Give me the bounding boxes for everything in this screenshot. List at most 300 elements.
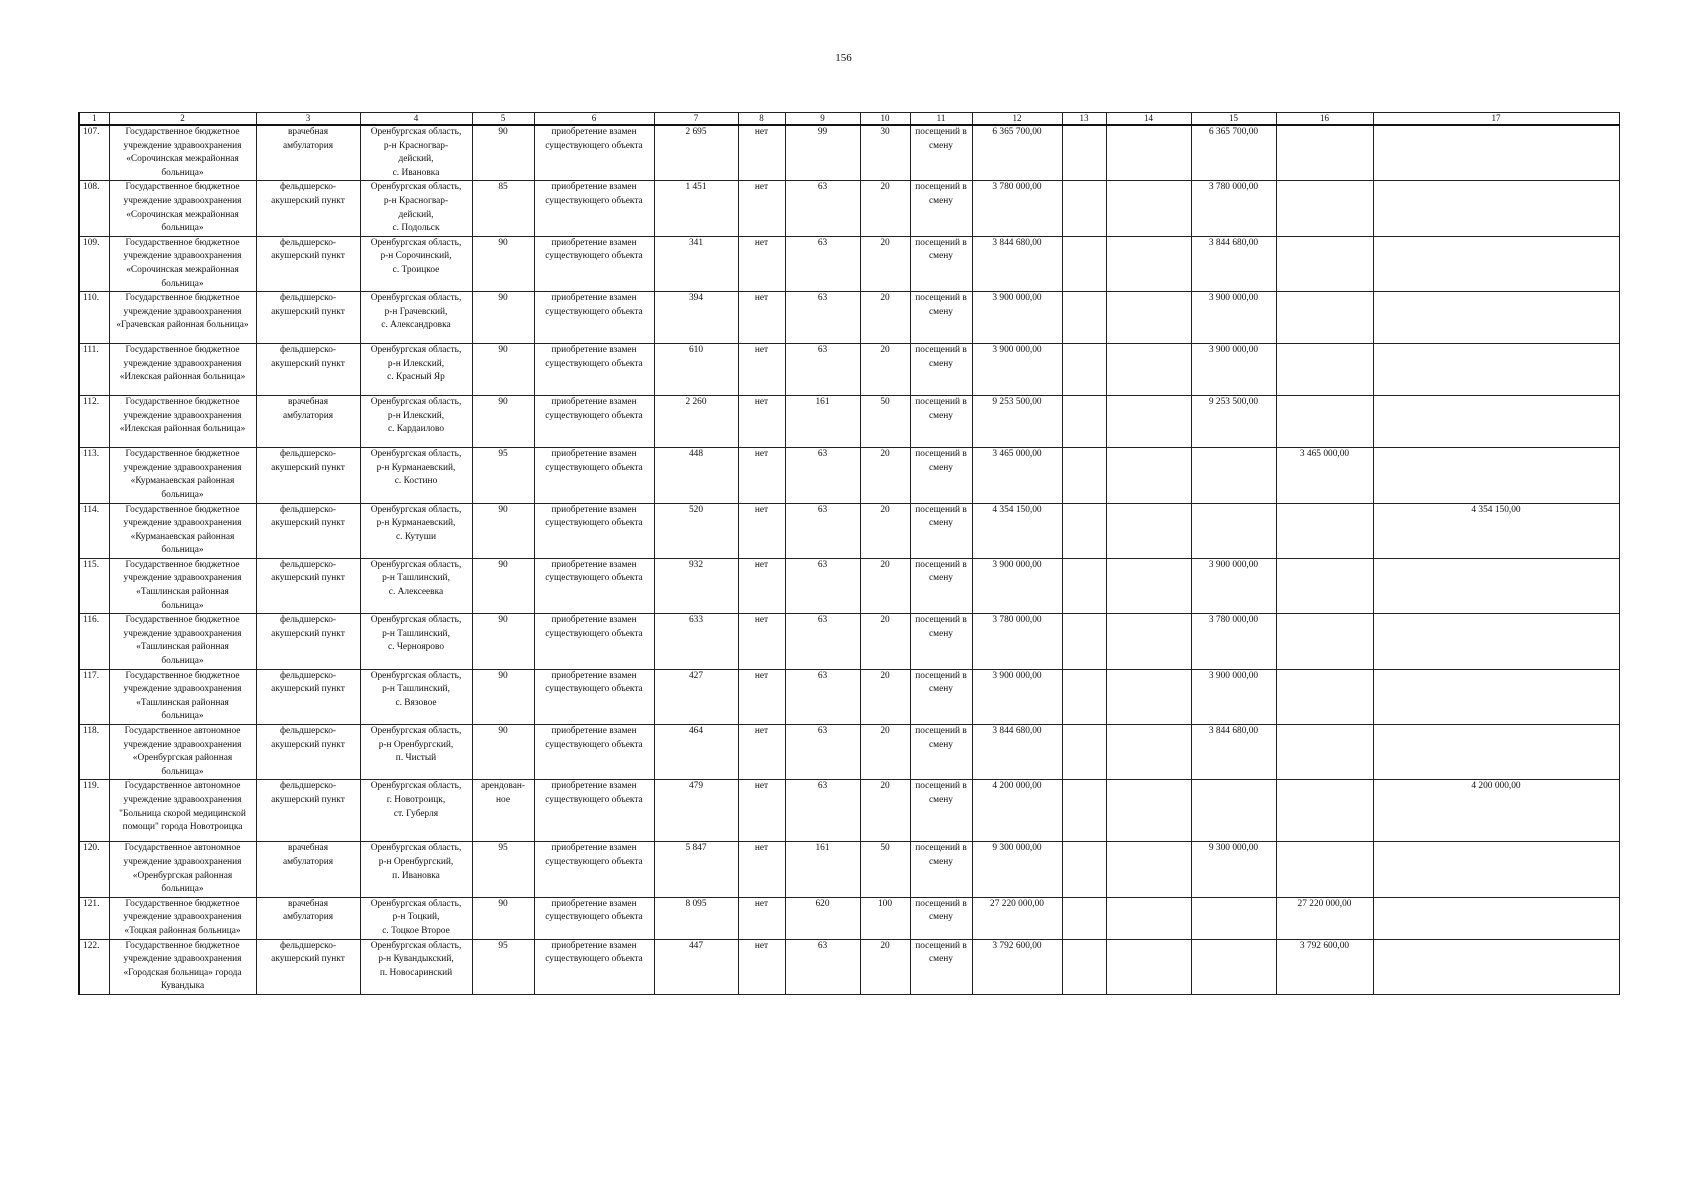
table-row <box>79 897 1619 939</box>
column-number-cell: 11 <box>910 113 972 126</box>
row-number-cell: 122. <box>79 939 109 994</box>
action-cell: приобретение взамен существующего объекта <box>534 614 654 669</box>
investment-objects-table <box>78 112 1620 995</box>
cost-col16-cell <box>1276 558 1373 613</box>
institution-cell: Государственное бюджетное учреждение здравоохранения «Ташлинская районная больница» <box>109 558 256 613</box>
wear-percent-cell: 90 <box>472 897 534 939</box>
cost-col13-cell <box>1062 614 1106 669</box>
area-cell: 161 <box>785 842 860 897</box>
location-cell: Оренбургская область, р-н Ташлинский, с. Алексеевка <box>360 558 472 613</box>
area-cell: 63 <box>785 181 860 236</box>
cost-col14-cell <box>1106 503 1191 558</box>
capacity-unit-cell: посещений в смену <box>910 503 972 558</box>
cost-col15-cell: 9 300 000,00 <box>1191 842 1276 897</box>
cost-col13-cell <box>1062 897 1106 939</box>
capacity-cell: 30 <box>860 125 910 181</box>
population-cell: 447 <box>654 939 738 994</box>
column-number-cell: 7 <box>654 113 738 126</box>
cost-col14-cell <box>1106 236 1191 291</box>
cost-col15-cell: 3 900 000,00 <box>1191 558 1276 613</box>
cost-col14-cell <box>1106 292 1191 344</box>
population-cell: 633 <box>654 614 738 669</box>
capacity-unit-cell: посещений в смену <box>910 181 972 236</box>
column-number-cell: 17 <box>1373 113 1619 126</box>
cost-col13-cell <box>1062 344 1106 396</box>
cost-col14-cell <box>1106 939 1191 994</box>
availability-cell: нет <box>738 503 785 558</box>
column-number-row <box>79 113 1619 126</box>
availability-cell: нет <box>738 396 785 448</box>
cost-col13-cell <box>1062 448 1106 503</box>
facility-type-cell: фельдшерско- акушерский пункт <box>256 503 360 558</box>
capacity-cell: 20 <box>860 181 910 236</box>
table-row <box>79 780 1619 842</box>
availability-cell: нет <box>738 125 785 181</box>
cost-col14-cell <box>1106 842 1191 897</box>
cost-col17-cell <box>1373 897 1619 939</box>
row-number-cell: 113. <box>79 448 109 503</box>
cost-col17-cell <box>1373 292 1619 344</box>
row-number-cell: 107. <box>79 125 109 181</box>
wear-percent-cell: 90 <box>472 125 534 181</box>
capacity-cell: 20 <box>860 448 910 503</box>
capacity-cell: 20 <box>860 292 910 344</box>
area-cell: 63 <box>785 939 860 994</box>
total-cost-cell: 3 900 000,00 <box>972 558 1062 613</box>
facility-type-cell: фельдшерско- акушерский пункт <box>256 614 360 669</box>
institution-cell: Государственное бюджетное учреждение здравоохранения «Городская больница» города Кувандыка <box>109 939 256 994</box>
cost-col13-cell <box>1062 181 1106 236</box>
cost-col14-cell <box>1106 125 1191 181</box>
cost-col17-cell <box>1373 669 1619 724</box>
institution-cell: Государственное бюджетное учреждение здравоохранения «Илекская районная больница» <box>109 344 256 396</box>
cost-col17-cell <box>1373 939 1619 994</box>
action-cell: приобретение взамен существующего объекта <box>534 780 654 842</box>
area-cell: 63 <box>785 503 860 558</box>
wear-percent-cell: 90 <box>472 725 534 780</box>
facility-type-cell: врачебная амбулатория <box>256 396 360 448</box>
total-cost-cell: 3 900 000,00 <box>972 344 1062 396</box>
availability-cell: нет <box>738 614 785 669</box>
action-cell: приобретение взамен существующего объекта <box>534 725 654 780</box>
cost-col16-cell: 3 792 600,00 <box>1276 939 1373 994</box>
cost-col17-cell: 4 354 150,00 <box>1373 503 1619 558</box>
cost-col14-cell <box>1106 669 1191 724</box>
cost-col15-cell <box>1191 780 1276 842</box>
capacity-unit-cell: посещений в смену <box>910 236 972 291</box>
cost-col16-cell <box>1276 292 1373 344</box>
table-row <box>79 448 1619 503</box>
location-cell: Оренбургская область, р-н Сорочинский, с. Троицкое <box>360 236 472 291</box>
area-cell: 63 <box>785 725 860 780</box>
capacity-cell: 20 <box>860 780 910 842</box>
cost-col16-cell <box>1276 780 1373 842</box>
institution-cell: Государственное бюджетное учреждение здравоохранения «Сорочинская межрайонная больница» <box>109 181 256 236</box>
cost-col15-cell: 3 780 000,00 <box>1191 614 1276 669</box>
row-number-cell: 116. <box>79 614 109 669</box>
location-cell: Оренбургская область, р-н Илекский, с. Красный Яр <box>360 344 472 396</box>
capacity-unit-cell: посещений в смену <box>910 344 972 396</box>
population-cell: 8 095 <box>654 897 738 939</box>
area-cell: 99 <box>785 125 860 181</box>
row-number-cell: 108. <box>79 181 109 236</box>
cost-col13-cell <box>1062 396 1106 448</box>
cost-col13-cell <box>1062 292 1106 344</box>
cost-col17-cell <box>1373 614 1619 669</box>
column-number-cell: 12 <box>972 113 1062 126</box>
cost-col16-cell <box>1276 503 1373 558</box>
cost-col14-cell <box>1106 780 1191 842</box>
population-cell: 448 <box>654 448 738 503</box>
column-number-cell: 1 <box>79 113 109 126</box>
institution-cell: Государственное бюджетное учреждение здравоохранения «Сорочинская межрайонная больница» <box>109 125 256 181</box>
cost-col13-cell <box>1062 939 1106 994</box>
row-number-cell: 112. <box>79 396 109 448</box>
page-number: 156 <box>835 52 852 64</box>
column-number-cell: 4 <box>360 113 472 126</box>
institution-cell: Государственное бюджетное учреждение здравоохранения «Грачевская районная больница» <box>109 292 256 344</box>
population-cell: 932 <box>654 558 738 613</box>
capacity-unit-cell: посещений в смену <box>910 396 972 448</box>
location-cell: Оренбургская область, р-н Илекский, с. Кардаилово <box>360 396 472 448</box>
action-cell: приобретение взамен существующего объекта <box>534 939 654 994</box>
institution-cell: Государственное бюджетное учреждение здравоохранения «Ташлинская районная больница» <box>109 669 256 724</box>
cost-col16-cell: 3 465 000,00 <box>1276 448 1373 503</box>
row-number-cell: 120. <box>79 842 109 897</box>
institution-cell: Государственное автономное учреждение здравоохранения "Больница скорой медицинской помощи" города Новотроицка <box>109 780 256 842</box>
capacity-cell: 20 <box>860 236 910 291</box>
institution-cell: Государственное бюджетное учреждение здравоохранения «Сорочинская межрайонная больница» <box>109 236 256 291</box>
column-number-cell: 5 <box>472 113 534 126</box>
capacity-cell: 20 <box>860 344 910 396</box>
action-cell: приобретение взамен существующего объекта <box>534 448 654 503</box>
cost-col15-cell: 3 780 000,00 <box>1191 181 1276 236</box>
cost-col15-cell: 9 253 500,00 <box>1191 396 1276 448</box>
population-cell: 2 260 <box>654 396 738 448</box>
institution-cell: Государственное бюджетное учреждение здравоохранения «Курманаевская районная больница» <box>109 503 256 558</box>
cost-col16-cell <box>1276 396 1373 448</box>
population-cell: 2 695 <box>654 125 738 181</box>
total-cost-cell: 3 900 000,00 <box>972 669 1062 724</box>
cost-col17-cell <box>1373 344 1619 396</box>
availability-cell: нет <box>738 344 785 396</box>
row-number-cell: 119. <box>79 780 109 842</box>
row-number-cell: 117. <box>79 669 109 724</box>
wear-percent-cell: арендован- ное <box>472 780 534 842</box>
capacity-cell: 50 <box>860 842 910 897</box>
cost-col13-cell <box>1062 236 1106 291</box>
cost-col13-cell <box>1062 780 1106 842</box>
table-row <box>79 558 1619 613</box>
availability-cell: нет <box>738 181 785 236</box>
column-number-cell: 13 <box>1062 113 1106 126</box>
location-cell: Оренбургская область, р-н Ташлинский, с. Вязовое <box>360 669 472 724</box>
institution-cell: Государственное автономное учреждение здравоохранения «Оренбургская районная больница» <box>109 842 256 897</box>
wear-percent-cell: 90 <box>472 344 534 396</box>
column-number-cell: 8 <box>738 113 785 126</box>
total-cost-cell: 3 780 000,00 <box>972 614 1062 669</box>
facility-type-cell: фельдшерско- акушерский пункт <box>256 780 360 842</box>
action-cell: приобретение взамен существующего объекта <box>534 125 654 181</box>
facility-type-cell: фельдшерско- акушерский пункт <box>256 725 360 780</box>
facility-type-cell: фельдшерско- акушерский пункт <box>256 939 360 994</box>
cost-col17-cell <box>1373 181 1619 236</box>
institution-cell: Государственное автономное учреждение здравоохранения «Оренбургская районная больница» <box>109 725 256 780</box>
capacity-cell: 20 <box>860 669 910 724</box>
total-cost-cell: 3 844 680,00 <box>972 236 1062 291</box>
cost-col13-cell <box>1062 725 1106 780</box>
population-cell: 479 <box>654 780 738 842</box>
cost-col16-cell <box>1276 125 1373 181</box>
cost-col15-cell: 3 900 000,00 <box>1191 344 1276 396</box>
column-number-cell: 16 <box>1276 113 1373 126</box>
capacity-unit-cell: посещений в смену <box>910 725 972 780</box>
cost-col17-cell <box>1373 125 1619 181</box>
table-row <box>79 614 1619 669</box>
column-number-cell: 10 <box>860 113 910 126</box>
cost-col14-cell <box>1106 181 1191 236</box>
table-body <box>79 113 1619 995</box>
row-number-cell: 118. <box>79 725 109 780</box>
population-cell: 394 <box>654 292 738 344</box>
cost-col14-cell <box>1106 897 1191 939</box>
cost-col16-cell <box>1276 614 1373 669</box>
cost-col17-cell <box>1373 396 1619 448</box>
row-number-cell: 115. <box>79 558 109 613</box>
capacity-cell: 100 <box>860 897 910 939</box>
population-cell: 610 <box>654 344 738 396</box>
area-cell: 63 <box>785 236 860 291</box>
cost-col13-cell <box>1062 125 1106 181</box>
area-cell: 63 <box>785 292 860 344</box>
cost-col14-cell <box>1106 344 1191 396</box>
availability-cell: нет <box>738 842 785 897</box>
cost-col16-cell <box>1276 725 1373 780</box>
facility-type-cell: фельдшерско- акушерский пункт <box>256 181 360 236</box>
cost-col14-cell <box>1106 396 1191 448</box>
action-cell: приобретение взамен существующего объекта <box>534 558 654 613</box>
cost-col16-cell <box>1276 181 1373 236</box>
action-cell: приобретение взамен существующего объекта <box>534 669 654 724</box>
action-cell: приобретение взамен существующего объекта <box>534 344 654 396</box>
row-number-cell: 109. <box>79 236 109 291</box>
cost-col17-cell <box>1373 236 1619 291</box>
action-cell: приобретение взамен существующего объекта <box>534 181 654 236</box>
location-cell: Оренбургская область, р-н Ташлинский, с. Черноярово <box>360 614 472 669</box>
row-number-cell: 110. <box>79 292 109 344</box>
total-cost-cell: 4 354 150,00 <box>972 503 1062 558</box>
location-cell: Оренбургская область, р-н Кувандыкский, п. Новосаринский <box>360 939 472 994</box>
area-cell: 620 <box>785 897 860 939</box>
cost-col17-cell <box>1373 842 1619 897</box>
total-cost-cell: 9 253 500,00 <box>972 396 1062 448</box>
institution-cell: Государственное бюджетное учреждение здравоохранения «Тоцкая районная больница» <box>109 897 256 939</box>
table-row <box>79 842 1619 897</box>
population-cell: 520 <box>654 503 738 558</box>
location-cell: Оренбургская область, р-н Курманаевский, с. Кутуши <box>360 503 472 558</box>
table-row <box>79 292 1619 344</box>
wear-percent-cell: 95 <box>472 842 534 897</box>
capacity-cell: 20 <box>860 558 910 613</box>
column-number-cell: 14 <box>1106 113 1191 126</box>
capacity-cell: 20 <box>860 614 910 669</box>
institution-cell: Государственное бюджетное учреждение здравоохранения «Курманаевская районная больница» <box>109 448 256 503</box>
facility-type-cell: фельдшерско- акушерский пункт <box>256 558 360 613</box>
capacity-unit-cell: посещений в смену <box>910 897 972 939</box>
cost-col13-cell <box>1062 503 1106 558</box>
capacity-unit-cell: посещений в смену <box>910 125 972 181</box>
cost-col13-cell <box>1062 842 1106 897</box>
population-cell: 1 451 <box>654 181 738 236</box>
action-cell: приобретение взамен существующего объекта <box>534 503 654 558</box>
cost-col13-cell <box>1062 669 1106 724</box>
location-cell: Оренбургская область, р-н Красногвар- дейский, с. Подольск <box>360 181 472 236</box>
area-cell: 63 <box>785 614 860 669</box>
location-cell: Оренбургская область, р-н Оренбургский, п. Чистый <box>360 725 472 780</box>
facility-type-cell: фельдшерско- акушерский пункт <box>256 236 360 291</box>
cost-col15-cell <box>1191 897 1276 939</box>
population-cell: 5 847 <box>654 842 738 897</box>
wear-percent-cell: 95 <box>472 939 534 994</box>
action-cell: приобретение взамен существующего объекта <box>534 396 654 448</box>
capacity-unit-cell: посещений в смену <box>910 558 972 613</box>
facility-type-cell: врачебная амбулатория <box>256 897 360 939</box>
action-cell: приобретение взамен существующего объекта <box>534 842 654 897</box>
availability-cell: нет <box>738 897 785 939</box>
cost-col13-cell <box>1062 558 1106 613</box>
location-cell: Оренбургская область, р-н Оренбургский, п. Ивановка <box>360 842 472 897</box>
cost-col15-cell: 3 844 680,00 <box>1191 725 1276 780</box>
column-number-cell: 2 <box>109 113 256 126</box>
wear-percent-cell: 90 <box>472 503 534 558</box>
total-cost-cell: 9 300 000,00 <box>972 842 1062 897</box>
total-cost-cell: 3 844 680,00 <box>972 725 1062 780</box>
capacity-unit-cell: посещений в смену <box>910 614 972 669</box>
cost-col16-cell <box>1276 236 1373 291</box>
wear-percent-cell: 85 <box>472 181 534 236</box>
facility-type-cell: фельдшерско- акушерский пункт <box>256 669 360 724</box>
capacity-unit-cell: посещений в смену <box>910 939 972 994</box>
action-cell: приобретение взамен существующего объекта <box>534 236 654 291</box>
area-cell: 63 <box>785 448 860 503</box>
area-cell: 63 <box>785 558 860 613</box>
location-cell: Оренбургская область, р-н Грачевский, с. Александровка <box>360 292 472 344</box>
wear-percent-cell: 95 <box>472 448 534 503</box>
total-cost-cell: 27 220 000,00 <box>972 897 1062 939</box>
cost-col15-cell: 6 365 700,00 <box>1191 125 1276 181</box>
cost-col16-cell <box>1276 669 1373 724</box>
location-cell: Оренбургская область, р-н Красногвар- дейский, с. Ивановка <box>360 125 472 181</box>
capacity-cell: 20 <box>860 503 910 558</box>
cost-col17-cell <box>1373 558 1619 613</box>
wear-percent-cell: 90 <box>472 669 534 724</box>
wear-percent-cell: 90 <box>472 292 534 344</box>
capacity-cell: 20 <box>860 939 910 994</box>
table-row <box>79 396 1619 448</box>
column-number-cell: 15 <box>1191 113 1276 126</box>
wear-percent-cell: 90 <box>472 236 534 291</box>
total-cost-cell: 3 900 000,00 <box>972 292 1062 344</box>
capacity-unit-cell: посещений в смену <box>910 780 972 842</box>
cost-col16-cell <box>1276 344 1373 396</box>
table-row <box>79 236 1619 291</box>
cost-col17-cell: 4 200 000,00 <box>1373 780 1619 842</box>
cost-col14-cell <box>1106 614 1191 669</box>
facility-type-cell: фельдшерско- акушерский пункт <box>256 344 360 396</box>
total-cost-cell: 3 792 600,00 <box>972 939 1062 994</box>
area-cell: 63 <box>785 669 860 724</box>
population-cell: 427 <box>654 669 738 724</box>
location-cell: Оренбургская область, р-н Курманаевский, с. Костино <box>360 448 472 503</box>
cost-col15-cell <box>1191 448 1276 503</box>
table-row <box>79 125 1619 181</box>
capacity-unit-cell: посещений в смену <box>910 842 972 897</box>
institution-cell: Государственное бюджетное учреждение здравоохранения «Ташлинская районная больница» <box>109 614 256 669</box>
availability-cell: нет <box>738 558 785 613</box>
facility-type-cell: врачебная амбулатория <box>256 842 360 897</box>
table-row <box>79 181 1619 236</box>
cost-col15-cell: 3 900 000,00 <box>1191 292 1276 344</box>
capacity-unit-cell: посещений в смену <box>910 448 972 503</box>
capacity-cell: 20 <box>860 725 910 780</box>
availability-cell: нет <box>738 236 785 291</box>
total-cost-cell: 3 780 000,00 <box>972 181 1062 236</box>
availability-cell: нет <box>738 939 785 994</box>
cost-col15-cell: 3 844 680,00 <box>1191 236 1276 291</box>
availability-cell: нет <box>738 448 785 503</box>
table-row <box>79 939 1619 994</box>
total-cost-cell: 3 465 000,00 <box>972 448 1062 503</box>
column-number-cell: 9 <box>785 113 860 126</box>
column-number-cell: 3 <box>256 113 360 126</box>
capacity-unit-cell: посещений в смену <box>910 292 972 344</box>
cost-col15-cell: 3 900 000,00 <box>1191 669 1276 724</box>
area-cell: 161 <box>785 396 860 448</box>
row-number-cell: 111. <box>79 344 109 396</box>
cost-col15-cell <box>1191 503 1276 558</box>
availability-cell: нет <box>738 780 785 842</box>
capacity-cell: 50 <box>860 396 910 448</box>
table-row <box>79 503 1619 558</box>
total-cost-cell: 6 365 700,00 <box>972 125 1062 181</box>
capacity-unit-cell: посещений в смену <box>910 669 972 724</box>
location-cell: Оренбургская область, г. Новотроицк, ст. Губерля <box>360 780 472 842</box>
total-cost-cell: 4 200 000,00 <box>972 780 1062 842</box>
area-cell: 63 <box>785 344 860 396</box>
population-cell: 464 <box>654 725 738 780</box>
table-row <box>79 344 1619 396</box>
cost-col14-cell <box>1106 725 1191 780</box>
institution-cell: Государственное бюджетное учреждение здравоохранения «Илекская районная больница» <box>109 396 256 448</box>
column-number-cell: 6 <box>534 113 654 126</box>
availability-cell: нет <box>738 292 785 344</box>
facility-type-cell: фельдшерско- акушерский пункт <box>256 292 360 344</box>
action-cell: приобретение взамен существующего объекта <box>534 897 654 939</box>
wear-percent-cell: 90 <box>472 558 534 613</box>
cost-col14-cell <box>1106 448 1191 503</box>
row-number-cell: 121. <box>79 897 109 939</box>
cost-col17-cell <box>1373 725 1619 780</box>
cost-col14-cell <box>1106 558 1191 613</box>
cost-col16-cell: 27 220 000,00 <box>1276 897 1373 939</box>
wear-percent-cell: 90 <box>472 396 534 448</box>
wear-percent-cell: 90 <box>472 614 534 669</box>
cost-col16-cell <box>1276 842 1373 897</box>
location-cell: Оренбургская область, р-н Тоцкий, с. Тоцкое Второе <box>360 897 472 939</box>
cost-col15-cell <box>1191 939 1276 994</box>
action-cell: приобретение взамен существующего объекта <box>534 292 654 344</box>
availability-cell: нет <box>738 669 785 724</box>
